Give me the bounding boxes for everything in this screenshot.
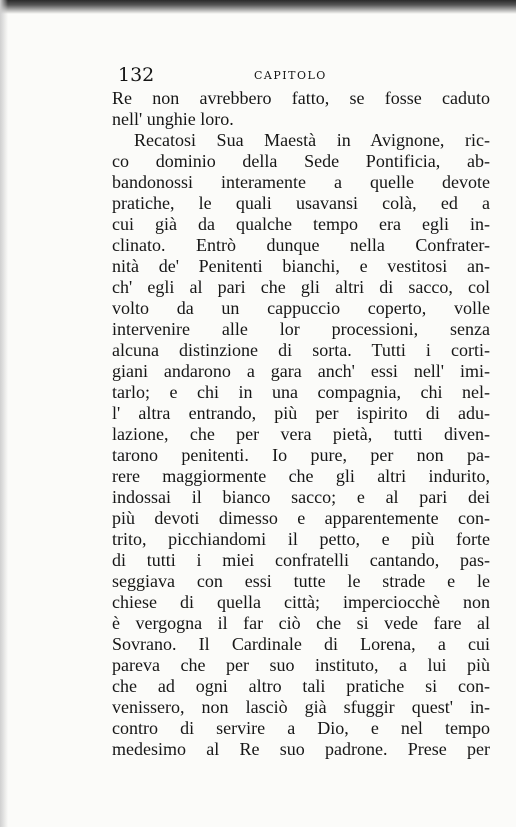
text-line: Recatosi Sua Maestà in Avignone, ric- — [134, 130, 490, 150]
scan-left-edge — [0, 0, 8, 827]
page-number: 132 — [118, 64, 155, 86]
text-line: è vergogna il far ciò che si vede fare al — [112, 613, 490, 633]
text-line: cui già da qualche tempo era egli in- — [112, 214, 490, 234]
text-line: Re non avrebbero fatto, se fosse caduto — [112, 88, 490, 108]
text-line: che ad ogni altro tali pratiche si con- — [112, 676, 490, 696]
text-line: venissero, non lasciò già sfuggir quest' in- — [112, 697, 490, 717]
text-line: di tutti i miei confratelli cantando, pas- — [112, 550, 490, 570]
chapter-label: CAPITOLO — [254, 69, 327, 82]
text-line: rere maggiormente che gli altri indurito, — [112, 466, 490, 486]
text-line: co dominio della Sede Pontificia, ab- — [112, 151, 490, 171]
text-line: lazione, che per vera pietà, tutti diven- — [112, 424, 490, 444]
text-line: clinato. Entrò dunque nella Confrater- — [112, 235, 490, 255]
text-line: nell' unghie loro. — [112, 109, 234, 129]
text-line: trito, picchiandomi il petto, e più forte — [112, 529, 490, 549]
text-line: tarlo; e chi in una compagnia, chi nel- — [112, 382, 490, 402]
text-line: più devoti dimesso e apparentemente con- — [112, 508, 490, 528]
text-line: intervenire alle lor processioni, senza — [112, 319, 490, 339]
text-line: giani andarono a gara anch' essi nell' imi- — [112, 361, 490, 381]
text-line: nità de' Penitenti bianchi, e vestitosi an- — [112, 256, 490, 276]
text-line: Sovrano. Il Cardinale di Lorena, a cui — [112, 634, 490, 654]
text-line: alcuna distinzione di sorta. Tutti i corti- — [112, 340, 490, 360]
body-text — [112, 88, 490, 760]
text-line: l' altra entrando, più per ispirito di adu- — [112, 403, 490, 423]
scan-top-edge — [0, 0, 516, 14]
text-line: contro di servire a Dio, e nel tempo — [112, 718, 490, 738]
text-line: ch' egli al pari che gli altri di sacco, col — [112, 277, 490, 297]
text-line: bandonossi interamente a quelle devote — [112, 172, 490, 192]
text-line: pareva che per suo instituto, a lui più — [112, 655, 490, 675]
text-line: tarono penitenti. Io pure, per non pa- — [112, 445, 490, 465]
running-head — [118, 64, 488, 86]
text-line: seggiava con essi tutte le strade e le — [112, 571, 490, 591]
text-line: medesimo al Re suo padrone. Prese per — [112, 739, 490, 759]
text-line: chiese di quella città; imperciocchè non — [112, 592, 490, 612]
text-line: indossai il bianco sacco; e al pari dei — [112, 487, 490, 507]
text-line: volto da un cappuccio coperto, volle — [112, 298, 490, 318]
text-line: pratiche, le quali usavansi colà, ed a — [112, 193, 490, 213]
